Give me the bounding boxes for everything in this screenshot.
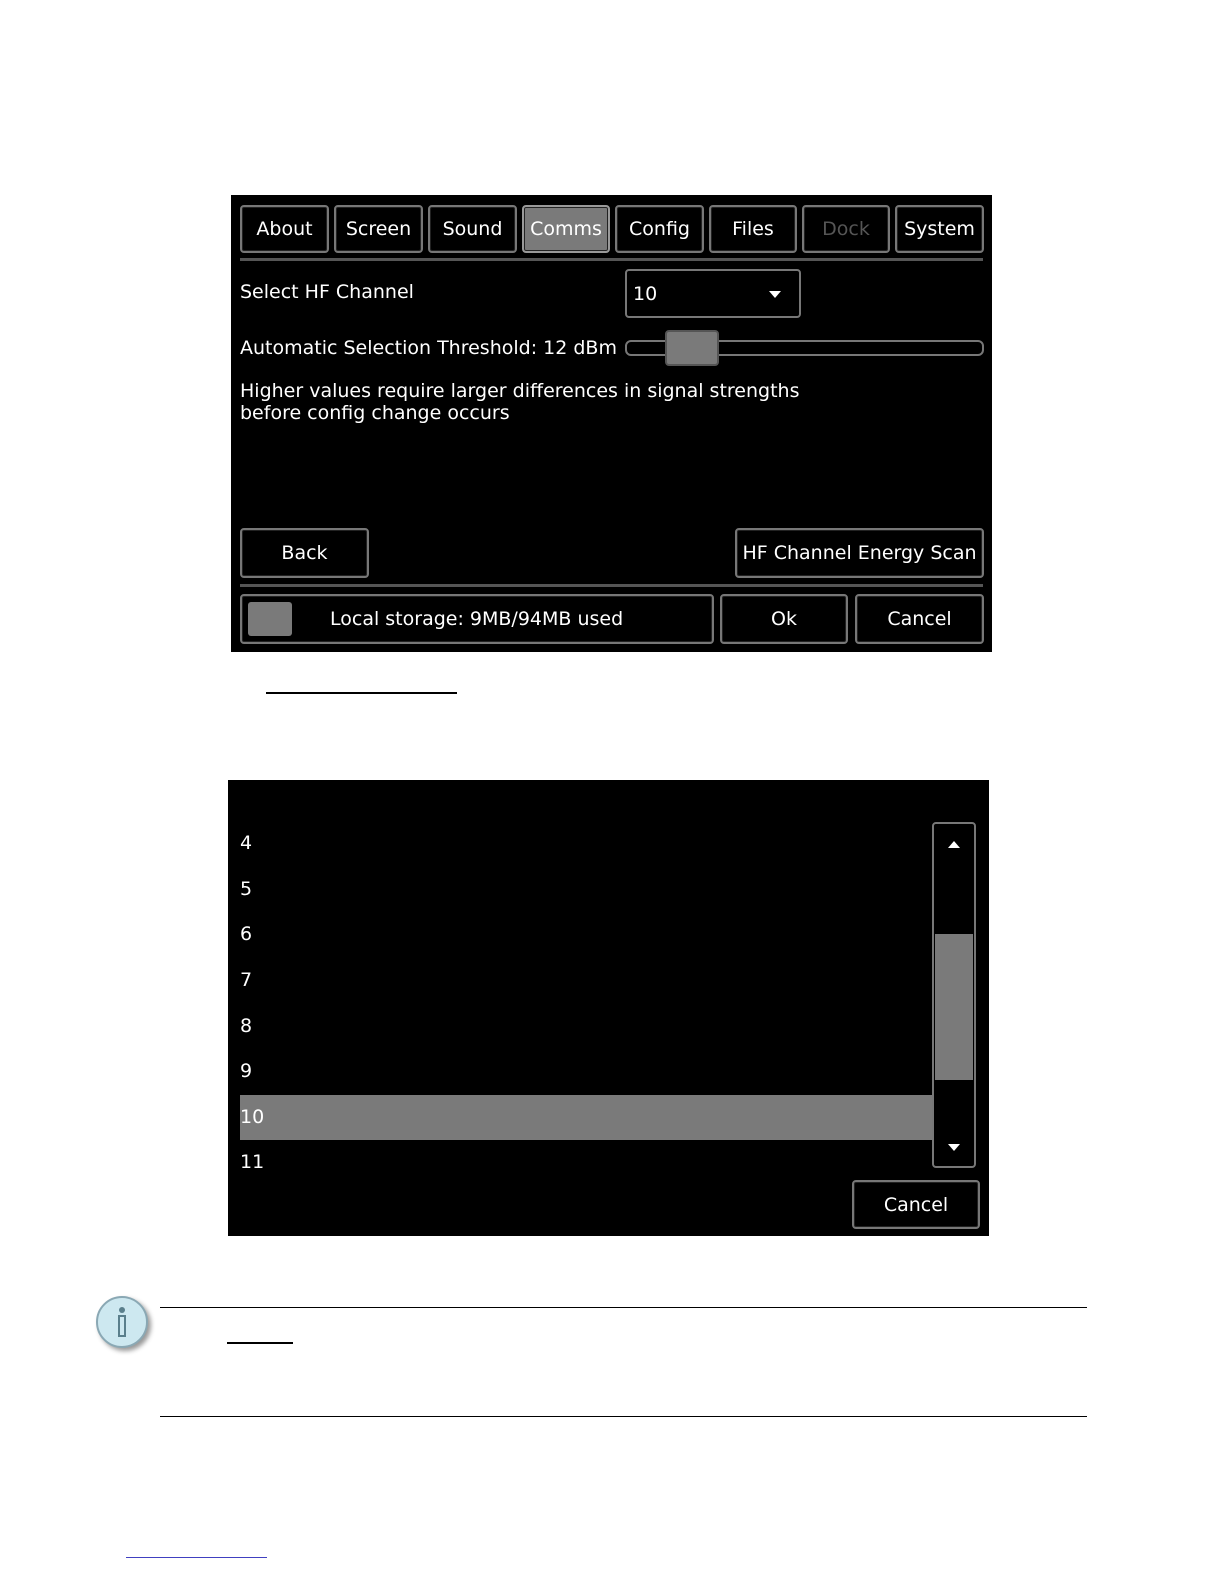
hf-channel-label: Select HF Channel <box>240 281 414 303</box>
ok-button[interactable]: Ok <box>720 594 848 644</box>
list-item-selected-label: 10 <box>240 1106 265 1128</box>
scrollbar-thumb[interactable] <box>935 934 973 1080</box>
note-underline <box>227 1342 293 1344</box>
description-line-2: before config change occurs <box>240 402 510 424</box>
link-underline <box>266 692 457 694</box>
hf-channel-dropdown[interactable] <box>625 269 801 318</box>
list-item[interactable]: 9 <box>240 1060 253 1082</box>
tab-screen[interactable]: Screen <box>334 205 423 253</box>
description-line-1: Higher values require larger differences in signal strengths <box>240 380 800 402</box>
top-divider <box>240 258 983 261</box>
list-item[interactable]: 6 <box>240 923 253 945</box>
hf-channel-value: 10 <box>633 283 658 305</box>
list-item[interactable]: 7 <box>240 969 253 991</box>
cancel-button[interactable]: Cancel <box>855 594 984 644</box>
scroll-up-icon[interactable] <box>948 841 960 848</box>
back-button[interactable]: Back <box>240 528 369 578</box>
scroll-down-icon[interactable] <box>948 1144 960 1151</box>
tab-config[interactable]: Config <box>615 205 704 253</box>
threshold-slider-handle[interactable] <box>665 330 719 366</box>
bottom-divider <box>240 584 983 587</box>
hf-energy-scan-button[interactable]: HF Channel Energy Scan <box>735 528 984 578</box>
storage-indicator <box>248 602 292 636</box>
info-icon <box>96 1296 148 1348</box>
storage-label: Local storage: 9MB/94MB used <box>330 608 624 630</box>
tab-about[interactable]: About <box>240 205 329 253</box>
note-top-rule <box>160 1307 1087 1308</box>
tab-dock: Dock <box>802 205 890 253</box>
list-item[interactable]: 8 <box>240 1015 253 1037</box>
list-cancel-button[interactable]: Cancel <box>852 1180 980 1229</box>
storage-status <box>240 594 714 644</box>
list-item[interactable]: 11 <box>240 1151 265 1173</box>
tab-files[interactable]: Files <box>709 205 797 253</box>
list-item-selected[interactable] <box>240 1095 932 1140</box>
chevron-down-icon <box>769 291 781 298</box>
list-item[interactable]: 5 <box>240 878 253 900</box>
tab-sound[interactable]: Sound <box>428 205 517 253</box>
settings-screen <box>231 195 992 652</box>
channel-list-screen <box>228 780 989 1236</box>
threshold-label: Automatic Selection Threshold: 12 dBm <box>240 337 617 359</box>
tab-system[interactable]: System <box>895 205 984 253</box>
list-item[interactable]: 4 <box>240 832 253 854</box>
footer-link-underline <box>126 1557 267 1558</box>
tab-comms[interactable]: Comms <box>522 205 610 253</box>
note-bottom-rule <box>160 1416 1087 1417</box>
scrollbar[interactable] <box>932 822 976 1168</box>
